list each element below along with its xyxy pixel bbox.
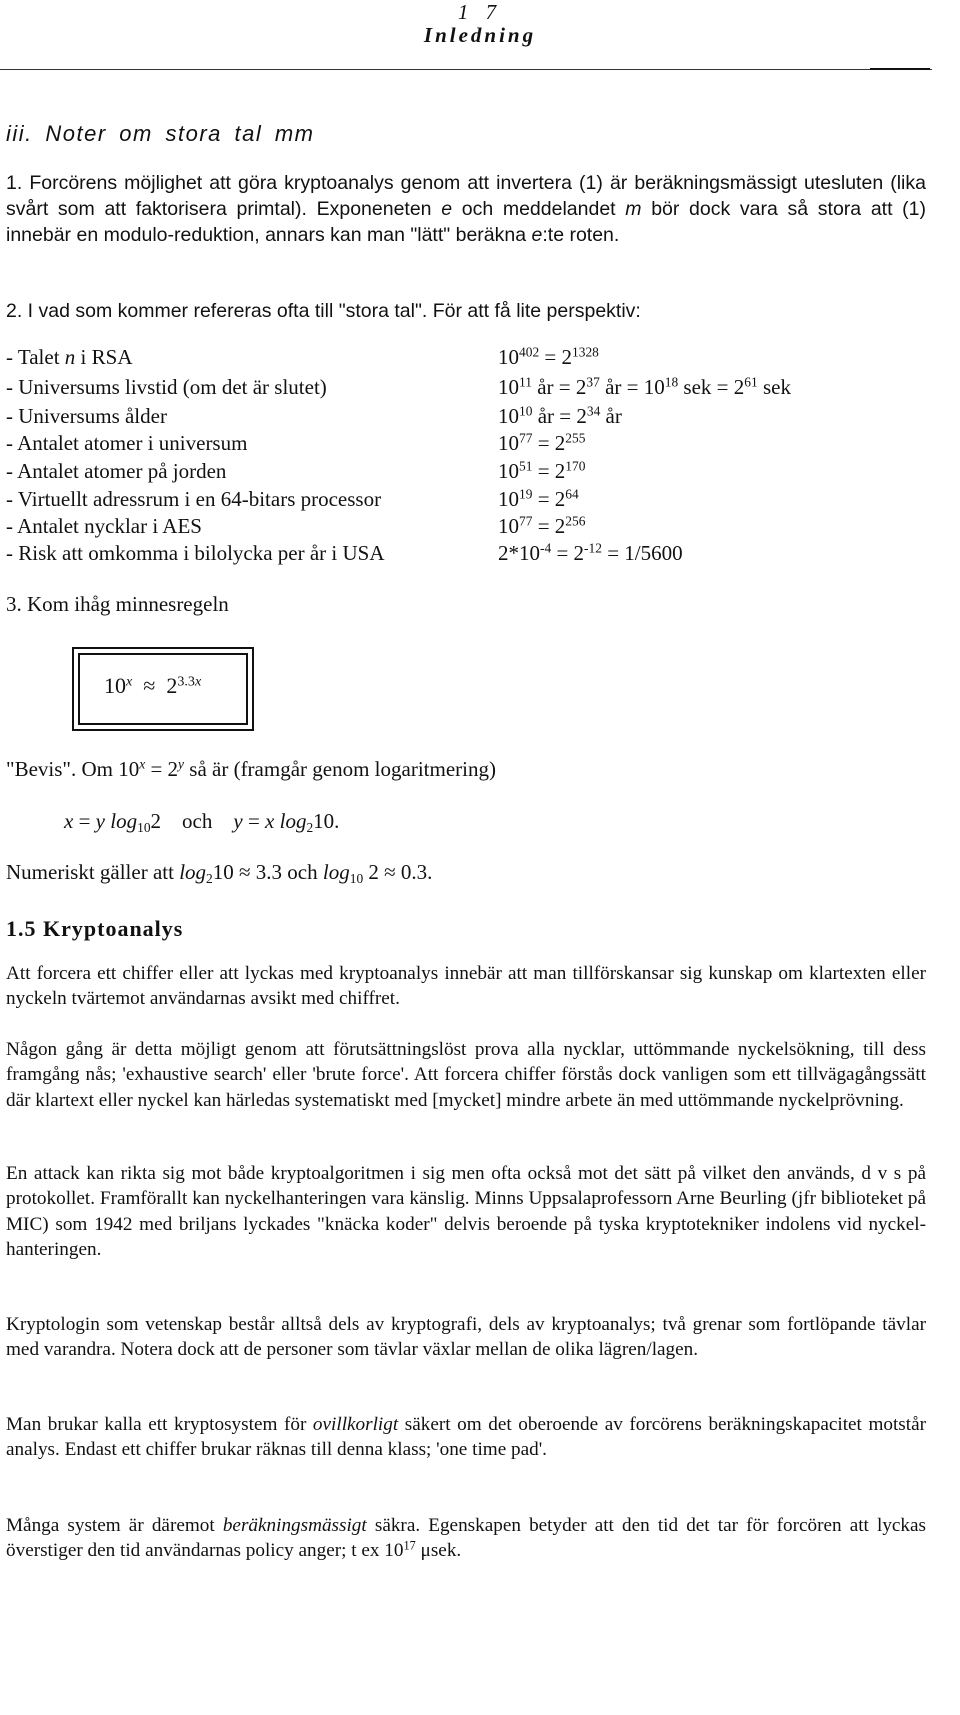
row-label: - Risk att omkomma i bilolycka per år i USA	[6, 541, 385, 565]
rule-box-inner	[78, 653, 248, 725]
row-label: - Virtuellt adressrum i en 64-bitars processor	[6, 487, 382, 511]
table-row	[0, 541, 960, 575]
note-1: 1. Forcörens möjlighet att göra kryptoanalys genom att invertera (1) är beräkningsmässigt utesluten (lika svårt som att faktorisera primtal). Exponeneten e och meddelandet m bör dock vara så stora att (1) innebär en modulo-reduktion, annars kan man "lätt" beräkna e:te roten.	[6, 172, 926, 247]
row-label: - Talet n i RSA	[6, 345, 133, 369]
note-2: 2. I vad som kommer refereras ofta till "stora tal". För att få lite perspektiv:	[6, 300, 641, 322]
proof-formula: x = y $\log_{10}2$ och y = x $\log_210$.	[64, 809, 340, 836]
row-label: - Universums ålder	[6, 404, 167, 428]
rule-box	[72, 647, 254, 731]
paragraph-2: Någon gång är detta möjligt genom att förutsättningslöst prova alla nycklar, uttömmande nyckelsökning, till dess framgång nås; 'exhaustive search' eller 'brute force'. Att forcera chiffer förstås dock vanligen som ett tillvägagångssätt där klartext eller nyckel kan härledas systematiskt med [mycket] mindre arbete än med uttömmande nyckelprövning.	[6, 1039, 926, 1111]
row-label: - Universums livstid (om det är slutet)	[6, 375, 327, 399]
paragraph-5: Man brukar kalla ett kryptosystem för ovillkorligt säkert om det oberoende av forcörens beräkningskapacitet motstår analys. Endast ett chiffer brukar räknas till denna klass; 'one time pad'.	[6, 1414, 927, 1461]
section-heading-kryptoanalys: 1.5 Kryptoanalys	[6, 916, 184, 941]
rule-heading: 3. Kom ihåg minnesregeln	[6, 592, 229, 616]
row-value: $10^{77} = 2^{256}$	[498, 513, 586, 538]
row-label: - Antalet nycklar i AES	[6, 514, 202, 538]
row-value: $10^{10}$ år = $2^{34}$ år	[498, 403, 622, 428]
paragraph-3: En attack kan rikta sig mot både kryptoalgoritmen i sig men ofta också mot det sätt på vilket den används, d v s på protokollet. Framförallt kan nyckelhanteringen vara känslig. Minns Uppsalaprofessorn Arne Beurling (jfr biblioteket på MIC) som 1942 med briljans lyckades "knäcka koder" delvis beroende på tyska kryptotekniker indolens vid nyckel-hanteringen.	[6, 1163, 926, 1260]
row-value: $10^{19} = 2^{64}$	[498, 486, 579, 511]
row-value: $10^{51} = 2^{170}$	[498, 458, 586, 483]
row-label: - Antalet atomer i universum	[6, 431, 248, 455]
numeric-line: Numeriskt gäller att $\log_210 \approx 3.3$ och $\log_{10} 2 \approx 0.3$.	[6, 860, 433, 887]
row-value: $2*10^{-4} = 2^{-12} = 1/5600$	[498, 540, 683, 565]
row-value: $10^{11}$ år = $2^{37}$ år = $10^{18}$ sek = $2^{61}$ sek	[498, 374, 791, 399]
paragraph-4: Kryptologin som vetenskap består alltså dels av kryptografi, dels av kryptoanalys; två grenar som fortlöpande tävlar med varandra. Notera dock att de personer som tävlar växlar mellan de olika lägren/lagen.	[6, 1314, 926, 1361]
table-row	[0, 345, 960, 379]
row-value: $10^{77} = 2^{255}$	[498, 430, 586, 455]
section-title: iii. Noter om stora tal mm	[6, 121, 315, 146]
paragraph-1: Att forcera ett chiffer eller att lyckas med kryptoanalys innebär att man tillförskansar sig kunskap om klartexten eller nyckeln tvärtemot användarnas avsikt med chiffret.	[6, 963, 926, 1010]
paragraph-6: Många system är däremot beräkningsmässigt säkra. Egenskapen betyder att den tid det tar för forcören att lyckas överstiger den tid användarnas policy anger; t ex $10^{17}$ μsek.	[6, 1515, 927, 1562]
chapter-title: Inledning	[423, 23, 537, 47]
proof-line: "Bevis". Om $10^x = 2^y$ så är (framgår genom logaritmering)	[6, 756, 496, 781]
row-value: $10^{402} = 2^{1328}$	[498, 344, 599, 369]
row-label: - Antalet atomer på jorden	[6, 459, 227, 483]
header-rule	[0, 69, 932, 70]
rule-formula: $10^x \approx 2^{3.3x}$	[104, 673, 202, 698]
page-number: 1 7	[457, 0, 503, 24]
header-rule-end	[870, 68, 930, 70]
